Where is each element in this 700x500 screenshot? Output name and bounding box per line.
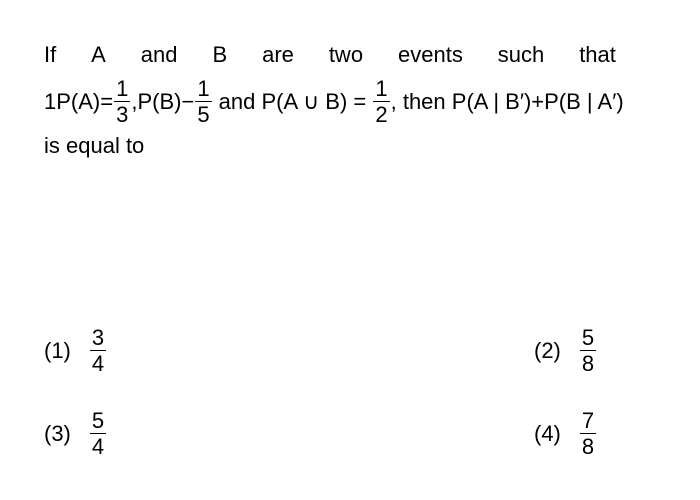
expr-suffix: , then P(A | B′)+P(B | A′) <box>390 89 624 114</box>
question-word: events <box>398 42 463 67</box>
question-word: are <box>262 42 294 67</box>
option-fraction <box>580 410 596 458</box>
option-label: (3) <box>44 421 71 446</box>
question-word: B <box>212 42 228 67</box>
question-word: A <box>91 42 106 67</box>
question-line-3: is equal to <box>44 133 145 158</box>
fraction-denominator: 4 <box>91 351 105 376</box>
question-word: If <box>44 42 57 67</box>
fraction-numerator: 5 <box>91 408 105 433</box>
fraction-numerator: 1 <box>116 76 129 101</box>
fraction-numerator: 3 <box>91 325 105 350</box>
fraction-denominator: 2 <box>375 102 388 127</box>
option-1[interactable] <box>44 327 107 375</box>
expr-prefix: 1P(A)= <box>44 89 114 114</box>
option-2[interactable] <box>534 327 597 375</box>
fraction-numerator: 5 <box>581 325 595 350</box>
fraction-denominator: 3 <box>116 102 129 127</box>
fraction-numerator: 7 <box>581 408 595 433</box>
option-fraction <box>580 327 596 375</box>
option-fraction <box>90 410 106 458</box>
fraction-denominator: 5 <box>197 102 210 127</box>
question-word: such <box>497 42 545 67</box>
question-word: and <box>140 42 178 67</box>
option-3[interactable] <box>44 410 107 458</box>
fraction-p-union <box>373 78 389 126</box>
question-line-1 <box>44 42 616 68</box>
fraction-denominator: 8 <box>581 351 595 376</box>
expr-mid-2: and P(A ∪ B) = <box>212 89 373 114</box>
option-label: (4) <box>534 421 561 446</box>
expr-mid-1: ,P(B)− <box>131 89 195 114</box>
fraction-numerator: 1 <box>197 76 210 101</box>
fraction-denominator: 8 <box>581 434 595 459</box>
option-fraction <box>90 327 106 375</box>
fraction-denominator: 4 <box>91 434 105 459</box>
option-label: (2) <box>534 338 561 363</box>
option-label: (1) <box>44 338 71 363</box>
option-4[interactable] <box>534 410 597 458</box>
fraction-p-a <box>114 78 130 126</box>
question-line-2 <box>44 74 624 130</box>
question-word: that <box>579 42 616 67</box>
fraction-p-b <box>195 78 211 126</box>
fraction-numerator: 1 <box>375 76 388 101</box>
question-word: two <box>328 42 364 67</box>
